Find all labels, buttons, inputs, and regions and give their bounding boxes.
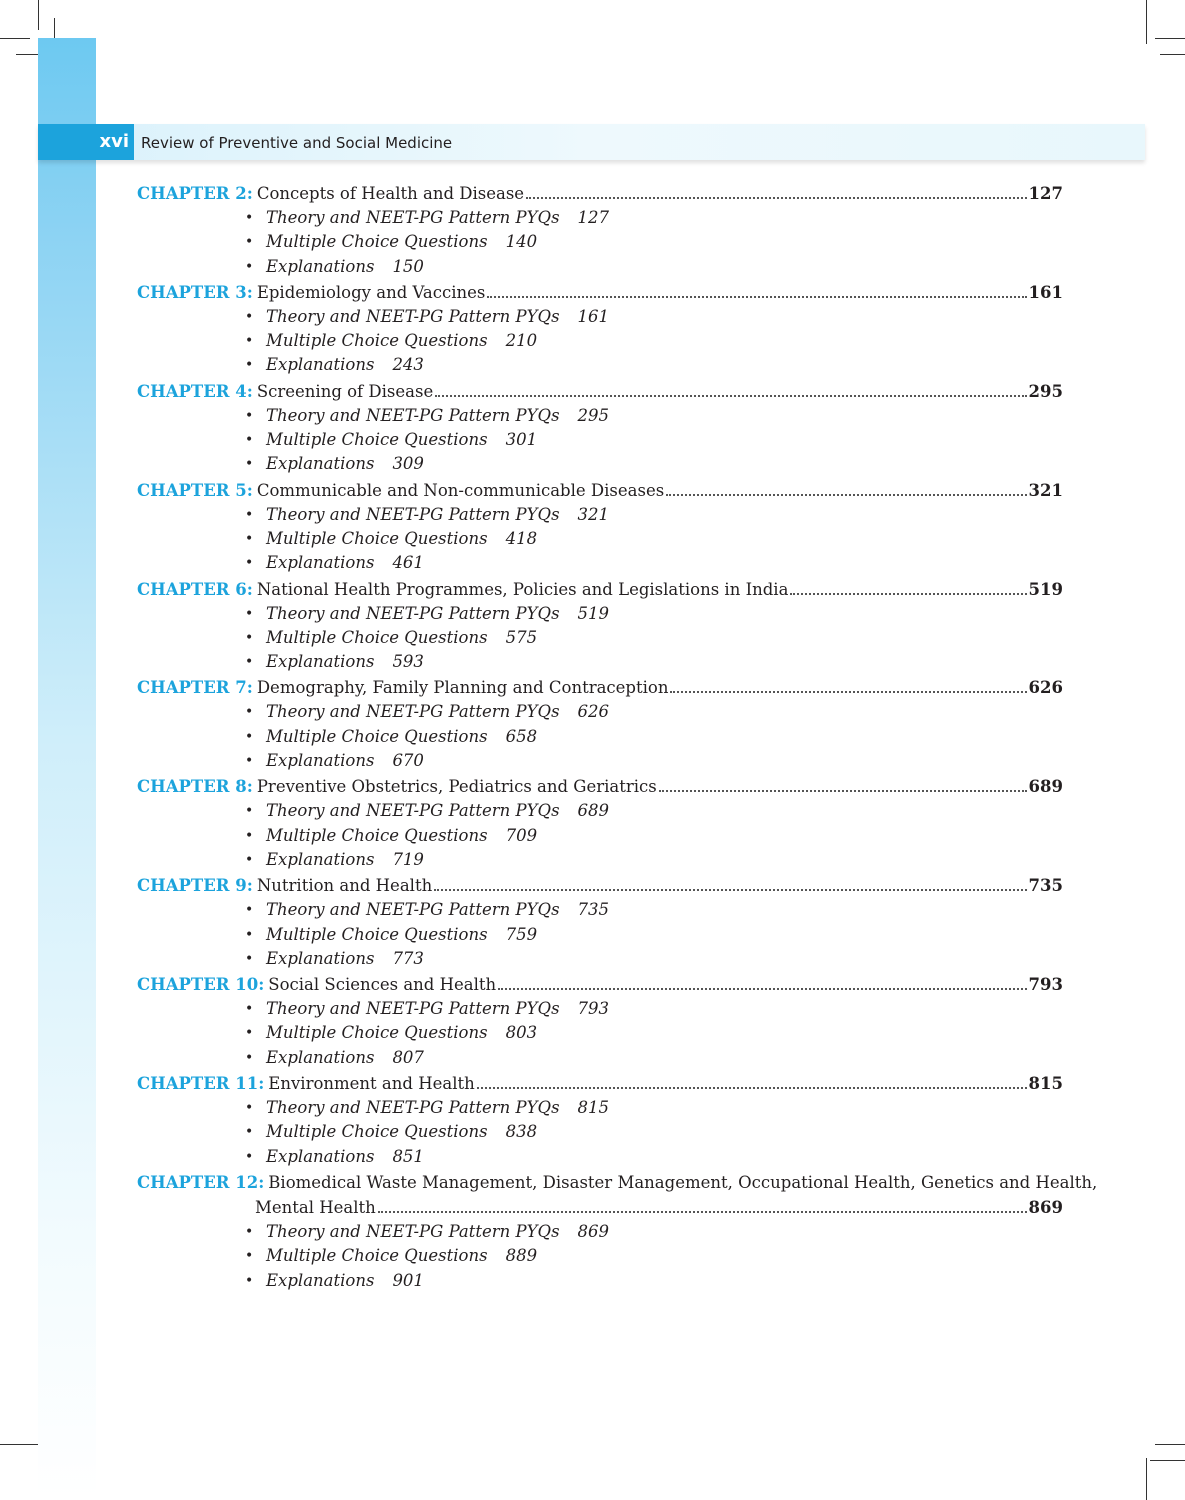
chapter-sections (137, 700, 1063, 773)
section-page: 719 (392, 849, 424, 869)
bullet-icon: • (245, 704, 254, 721)
section-label: Theory and NEET-PG Pattern PYQs (266, 900, 560, 920)
crop-mark (1150, 1460, 1185, 1461)
chapter-label: CHAPTER 4: (137, 381, 253, 401)
section-page: 519 (577, 603, 610, 623)
section-label: Theory and NEET-PG Pattern PYQs (266, 405, 560, 425)
list-item (245, 1244, 1063, 1268)
chapter-label: CHAPTER 6: (137, 579, 253, 599)
bullet-icon: • (245, 753, 254, 770)
bullet-icon: • (245, 950, 254, 967)
chapter-label: CHAPTER 5: (137, 480, 253, 500)
chapter-heading (137, 280, 1063, 305)
list-item (245, 527, 1063, 551)
section-label: Multiple Choice Questions (266, 331, 488, 351)
bullet-icon: • (245, 1025, 254, 1042)
chapter-title: Demography, Family Planning and Contraception (256, 678, 669, 698)
section-label: Theory and NEET-PG Pattern PYQs (266, 208, 560, 227)
chapter-heading (137, 1071, 1063, 1096)
chapter-sections (137, 206, 1063, 279)
bullet-icon: • (245, 1124, 254, 1141)
chapter-label: CHAPTER 11: (137, 1074, 265, 1094)
chapter-page: 519 (1028, 579, 1063, 599)
crop-mark (1160, 54, 1185, 55)
section-page: 773 (392, 948, 424, 968)
chapter-page: 161 (1028, 282, 1063, 302)
chapter-page: 127 (1028, 184, 1063, 203)
section-page: 709 (505, 825, 538, 845)
section-page: 807 (392, 1047, 424, 1067)
section-page: 127 (577, 208, 610, 227)
chapter-page: 815 (1028, 1074, 1063, 1094)
section-label: Multiple Choice Questions (266, 924, 488, 944)
chapter-page: 626 (1028, 678, 1063, 698)
crop-mark (1146, 0, 1147, 44)
section-label: Multiple Choice Questions (266, 1122, 488, 1142)
bullet-icon: • (245, 1049, 254, 1066)
section-label: Theory and NEET-PG Pattern PYQs (266, 1098, 560, 1118)
bullet-icon: • (245, 803, 254, 820)
chapter-heading-continued (137, 1195, 1063, 1220)
bullet-icon: • (245, 1100, 254, 1117)
toc-chapter (137, 1071, 1063, 1169)
list-item (245, 1269, 1063, 1293)
bullet-icon: • (245, 333, 254, 350)
dot-leader (666, 493, 1026, 496)
chapter-label: CHAPTER 8: (137, 777, 253, 797)
section-label: Explanations (266, 553, 375, 573)
list-item (245, 230, 1063, 254)
section-label: Theory and NEET-PG Pattern PYQs (266, 999, 560, 1019)
bullet-icon: • (245, 432, 254, 449)
list-item (245, 353, 1063, 377)
bullet-icon: • (245, 851, 254, 868)
section-label: Multiple Choice Questions (266, 1246, 488, 1266)
section-label: Explanations (266, 454, 375, 474)
bullet-icon: • (245, 1001, 254, 1018)
section-label: Explanations (266, 652, 375, 672)
section-page: 150 (392, 256, 424, 276)
section-label: Multiple Choice Questions (266, 825, 488, 845)
dot-leader (526, 196, 1026, 199)
section-page: 418 (505, 528, 538, 548)
toc-chapter (137, 1170, 1098, 1293)
section-label: Multiple Choice Questions (266, 1023, 488, 1043)
section-label: Explanations (266, 355, 375, 375)
toc-chapter (137, 873, 1063, 971)
list-item (245, 947, 1063, 971)
list-item (245, 626, 1063, 650)
toc-chapter (137, 675, 1063, 773)
chapter-title: National Health Programmes, Policies and Legislations in India (256, 579, 789, 599)
chapter-title: Nutrition and Health (256, 876, 433, 896)
dot-leader (435, 394, 1026, 397)
section-page: 838 (505, 1122, 538, 1142)
section-page: 309 (392, 454, 424, 474)
list-item (245, 428, 1063, 452)
chapter-label: CHAPTER 12: (137, 1172, 265, 1192)
bullet-icon: • (245, 1272, 254, 1289)
list-item (245, 1220, 1063, 1244)
chapter-sections (137, 503, 1063, 576)
list-item (245, 1145, 1063, 1169)
section-label: Explanations (266, 1146, 375, 1166)
list-item (245, 206, 1063, 230)
chapter-heading (137, 577, 1063, 602)
section-label: Theory and NEET-PG Pattern PYQs (266, 306, 560, 326)
section-page: 735 (577, 900, 610, 920)
dot-leader (487, 295, 1026, 298)
crop-mark (38, 0, 39, 30)
chapter-title: Screening of Disease (256, 381, 434, 401)
chapter-sections (137, 997, 1063, 1070)
chapter-title-continued: Mental Health (255, 1197, 376, 1217)
chapter-title: Preventive Obstetrics, Pediatrics and Geriatrics (256, 777, 657, 797)
table-of-contents (137, 181, 1098, 1294)
dot-leader (498, 987, 1026, 990)
section-label: Explanations (266, 256, 375, 276)
bullet-icon: • (245, 456, 254, 473)
section-label: Theory and NEET-PG Pattern PYQs (266, 1221, 560, 1241)
toc-chapter (137, 478, 1063, 576)
chapter-heading (137, 972, 1063, 997)
section-page: 626 (577, 702, 610, 722)
list-item (245, 602, 1063, 626)
chapter-page: 793 (1028, 975, 1063, 995)
chapter-sections (137, 404, 1063, 477)
chapter-page: 869 (1028, 1197, 1063, 1217)
chapter-sections (137, 799, 1063, 872)
section-page: 301 (505, 430, 538, 450)
chapter-sections (137, 602, 1063, 675)
section-label: Theory and NEET-PG Pattern PYQs (266, 702, 560, 722)
bullet-icon: • (245, 827, 254, 844)
section-label: Explanations (266, 1047, 375, 1067)
chapter-title: Environment and Health (268, 1074, 475, 1094)
dot-leader (434, 888, 1026, 891)
section-page: 901 (392, 1270, 424, 1290)
section-page: 321 (577, 504, 610, 524)
chapter-heading (137, 379, 1063, 404)
chapter-title: Concepts of Health and Disease (256, 184, 525, 203)
chapter-page: 295 (1028, 381, 1063, 401)
section-label: Multiple Choice Questions (266, 430, 488, 450)
section-label: Explanations (266, 948, 375, 968)
dot-leader (790, 592, 1026, 595)
list-item (245, 923, 1063, 947)
toc-chapter (137, 972, 1063, 1070)
section-page: 889 (505, 1246, 538, 1266)
list-item (245, 799, 1063, 823)
bullet-icon: • (245, 902, 254, 919)
section-page: 851 (392, 1146, 424, 1166)
section-page: 461 (392, 553, 424, 573)
bullet-icon: • (245, 234, 254, 251)
chapter-heading (137, 774, 1063, 799)
list-item (245, 749, 1063, 773)
toc-chapter (137, 181, 1063, 279)
list-item (245, 404, 1063, 428)
section-page: 243 (392, 355, 424, 375)
section-label: Explanations (266, 751, 375, 771)
section-page: 815 (577, 1098, 610, 1118)
bullet-icon: • (245, 308, 254, 325)
toc-chapter (137, 280, 1063, 378)
section-label: Multiple Choice Questions (266, 726, 488, 746)
bullet-icon: • (245, 530, 254, 547)
section-label: Explanations (266, 849, 375, 869)
list-item (245, 848, 1063, 872)
section-label: Theory and NEET-PG Pattern PYQs (266, 801, 560, 821)
list-item (245, 255, 1063, 279)
list-item (245, 551, 1063, 575)
section-page: 658 (505, 726, 538, 746)
section-label: Multiple Choice Questions (266, 232, 488, 252)
bullet-icon: • (245, 555, 254, 572)
list-item (245, 824, 1063, 848)
section-page: 793 (577, 999, 610, 1019)
section-label: Multiple Choice Questions (266, 627, 488, 647)
dot-leader (477, 1086, 1027, 1089)
toc-chapter (137, 774, 1063, 872)
section-page: 759 (505, 924, 538, 944)
list-item (245, 1096, 1063, 1120)
bullet-icon: • (245, 407, 254, 424)
list-item (245, 650, 1063, 674)
list-item (245, 700, 1063, 724)
crop-mark (1146, 1458, 1147, 1500)
chapter-page: 735 (1028, 876, 1063, 896)
chapter-title: Social Sciences and Health (268, 975, 497, 995)
section-page: 295 (577, 405, 610, 425)
section-page: 210 (505, 331, 538, 351)
bullet-icon: • (245, 210, 254, 226)
section-label: Theory and NEET-PG Pattern PYQs (266, 504, 560, 524)
list-item (245, 305, 1063, 329)
bullet-icon: • (245, 1223, 254, 1240)
list-item (245, 1046, 1063, 1070)
crop-mark (1155, 38, 1185, 39)
section-page: 140 (505, 232, 538, 252)
section-label: Explanations (266, 1270, 375, 1290)
chapter-heading (137, 181, 1063, 206)
section-page: 593 (392, 652, 424, 672)
section-page: 575 (505, 627, 538, 647)
chapter-heading (137, 873, 1063, 898)
bullet-icon: • (245, 926, 254, 943)
bullet-icon: • (245, 506, 254, 523)
list-item (245, 725, 1063, 749)
chapter-heading (137, 675, 1063, 700)
section-label: Multiple Choice Questions (266, 528, 488, 548)
dot-leader (659, 789, 1027, 792)
dot-leader (670, 690, 1026, 693)
page-number: xvi (38, 124, 134, 160)
chapter-page: 321 (1028, 480, 1063, 500)
toc-chapter (137, 577, 1063, 675)
list-item (245, 503, 1063, 527)
bullet-icon: • (245, 1148, 254, 1165)
chapter-title: Epidemiology and Vaccines (256, 282, 486, 302)
sidebar-band (38, 38, 96, 1500)
bullet-icon: • (245, 1248, 254, 1265)
chapter-title: Biomedical Waste Management, Disaster Management, Occupational Health, Genetics and Health, (268, 1172, 1098, 1192)
chapter-sections (137, 305, 1063, 378)
list-item (245, 1120, 1063, 1144)
list-item (245, 329, 1063, 353)
bullet-icon: • (245, 357, 254, 374)
bullet-icon: • (245, 605, 254, 622)
crop-mark (1155, 1444, 1185, 1445)
chapter-page: 689 (1028, 777, 1063, 797)
list-item (245, 452, 1063, 476)
section-page: 869 (577, 1221, 610, 1241)
chapter-sections (137, 1220, 1063, 1293)
chapter-label: CHAPTER 7: (137, 678, 253, 698)
chapter-heading (137, 1170, 1098, 1195)
bullet-icon: • (245, 728, 254, 745)
crop-mark (0, 38, 30, 39)
chapter-heading (137, 478, 1063, 503)
bullet-icon: • (245, 654, 254, 671)
section-page: 803 (505, 1023, 538, 1043)
list-item (245, 898, 1063, 922)
section-page: 670 (392, 751, 424, 771)
chapter-label: CHAPTER 9: (137, 876, 253, 896)
chapter-label: CHAPTER 2: (137, 184, 253, 203)
chapter-title: Communicable and Non-communicable Diseases (256, 480, 665, 500)
toc-chapter (137, 379, 1063, 477)
bullet-icon: • (245, 258, 254, 275)
section-page: 161 (577, 306, 610, 326)
section-page: 689 (577, 801, 610, 821)
dot-leader (378, 1210, 1027, 1213)
chapter-sections (137, 1096, 1063, 1169)
list-item (245, 1021, 1063, 1045)
chapter-label: CHAPTER 10: (137, 975, 265, 995)
bullet-icon: • (245, 629, 254, 646)
section-label: Theory and NEET-PG Pattern PYQs (266, 603, 560, 623)
running-title: Review of Preventive and Social Medicine (141, 134, 453, 152)
list-item (245, 997, 1063, 1021)
chapter-label: CHAPTER 3: (137, 282, 253, 302)
chapter-sections (137, 898, 1063, 971)
